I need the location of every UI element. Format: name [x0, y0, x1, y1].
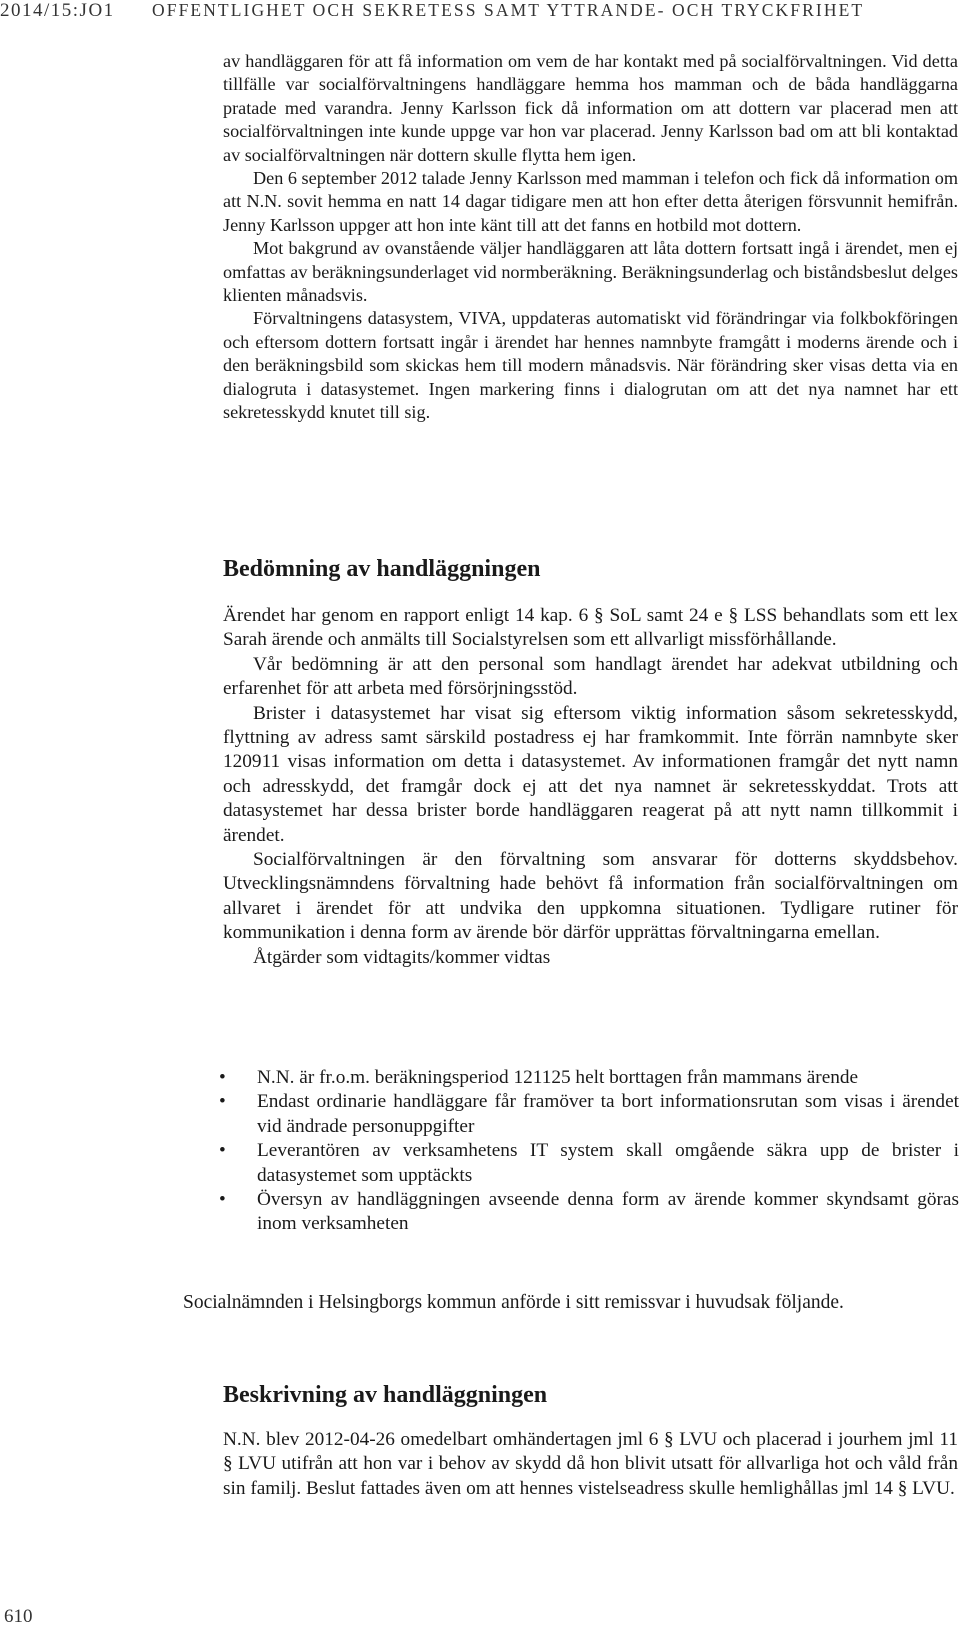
list-item: • Leverantören av verksamhetens IT system skall omgående säkra upp de brister i datasystemet som upptäckts — [219, 1140, 959, 1186]
paragraph: Socialförvaltningen är den förvaltning som ansvarar för dotterns skyddsbehov. Utvecklingsnämndens förvaltning hade behövt få information från socialförvaltningen om allvaret i ärendet för att undvika den uppkomna situationen. Tydligare rutiner för kommunikation i denna form av ärende bör därför upprättas förvaltningarna emellan. — [223, 849, 958, 944]
paragraph: Förvaltningens datasystem, VIVA, uppdateras automatiskt vid förändringar via folkbokföringen och eftersom dottern fortsatt ingår i ärendet har hennes namnbyte framgått i moderns ärende och i den beräkningsbild som skickas hem till modern månadsvis. När förändring sker visas detta via en dialogruta i datasystemet. Ingen markering finns i dialogrutan om att det nya namnet har ett sekretesskydd knutet till sig. — [223, 308, 958, 423]
paragraph: Mot bakgrund av ovanstående väljer handläggaren att låta dottern fortsatt ingå i ärendet, men ej omfattas av beräkningsunderlaget vid normberäkning. Beräkningsunderlag och biståndsbeslut delges klienten månadsvis. — [223, 238, 958, 306]
chapter-title: OFFENTLIGHET OCH SEKRETESS SAMT YTTRANDE- OCH TRYCKFRIHET — [152, 0, 865, 20]
list-item: • N.N. är fr.o.m. beräkningsperiod 121125 helt borttagen från mammans ärende — [219, 1067, 859, 1088]
paragraph: Ärendet har genom en rapport enligt 14 kap. 6 § SoL samt 24 e § LSS behandlats som ett lex Sarah ärende och anmälts till Socialstyrelsen som ett allvarligt missförhållande. — [223, 605, 958, 651]
list-item: • Översyn av handläggningen avseende denna form av ärende kommer skyndsamt göras inom verksamheten — [219, 1189, 959, 1235]
document-reference: 2014/15:JO1 — [0, 0, 115, 21]
list-item: • Endast ordinarie handläggare får framöver ta bort informationsrutan som visas i ärendet vid ändrade personuppgifter — [219, 1091, 959, 1137]
paragraph: Brister i datasystemet har visat sig eftersom viktig information såsom sekretesskydd, flyttning av adress samt särskild postadress ej har framkommit. Inte förrän namnbyte sker 120911 visas information om detta i datasystemet. Av informationen framgår det nytt namn och adresskydd, det framgår dock ej att det nya namnet är sekretesskyddat. Trots att datasystemet har dessa brister borde handläggaren reagerat på att nytt namn tillkommit i ärendet. — [223, 702, 958, 846]
intro-paragraph: Socialnämnden i Helsingborgs kommun anförde i sitt remissvar i huvudsak följande. — [183, 1292, 844, 1313]
paragraph: Vår bedömning är att den personal som handlagt ärendet har adekvat utbildning och erfarenhet för att arbeta med försörjningsstöd. — [223, 653, 958, 700]
section-background — [223, 50, 958, 425]
section-description-body — [223, 1428, 958, 1501]
paragraph: Den 6 september 2012 talade Jenny Karlsson med mamman i telefon och fick då information om att N.N. sovit hemma en natt 14 dagar tidigare men att hon efter detta återigen försvunnit hemifrån. Jenny Karlsson uppger att hon inte känt till att det fanns en hotbild mot dottern. — [223, 168, 958, 235]
section-assessment-body — [223, 604, 958, 970]
running-header — [0, 0, 960, 28]
section-heading-assessment: Bedömning av handläggningen — [223, 556, 541, 582]
measures-list — [219, 1066, 959, 1237]
page-number: 610 — [4, 1606, 33, 1627]
measures-label: Åtgärder som vidtagits/kommer vidtas — [253, 946, 551, 968]
paragraph: av handläggaren för att få information om vem de har kontakt med på socialförvaltningen. Vid detta tillfälle var socialförvaltningens handläggare hemma hos mamman och de båda handläggarna pratade med varandra. Jenny Karlsson fick då information om att dottern var placerad men att socialförvaltningen inte kunde uppge var hon var placerad. Jenny Karlsson bad om att bli kontaktad av socialförvaltningen när dottern skulle flytta hem igen. — [223, 51, 958, 165]
paragraph: N.N. blev 2012-04-26 omedelbart omhändertagen jml 6 § LVU och placerad i jourhem jml 11 § LVU utifrån att hon var i behov av skydd då hon blivit utsatt för allvarliga hot och våld från sin familj. Beslut fattades även om att hennes vistelseadress skulle hemlighållas jml 14 § LVU. — [223, 1429, 958, 1499]
section-heading-description: Beskrivning av handläggningen — [223, 1382, 548, 1408]
